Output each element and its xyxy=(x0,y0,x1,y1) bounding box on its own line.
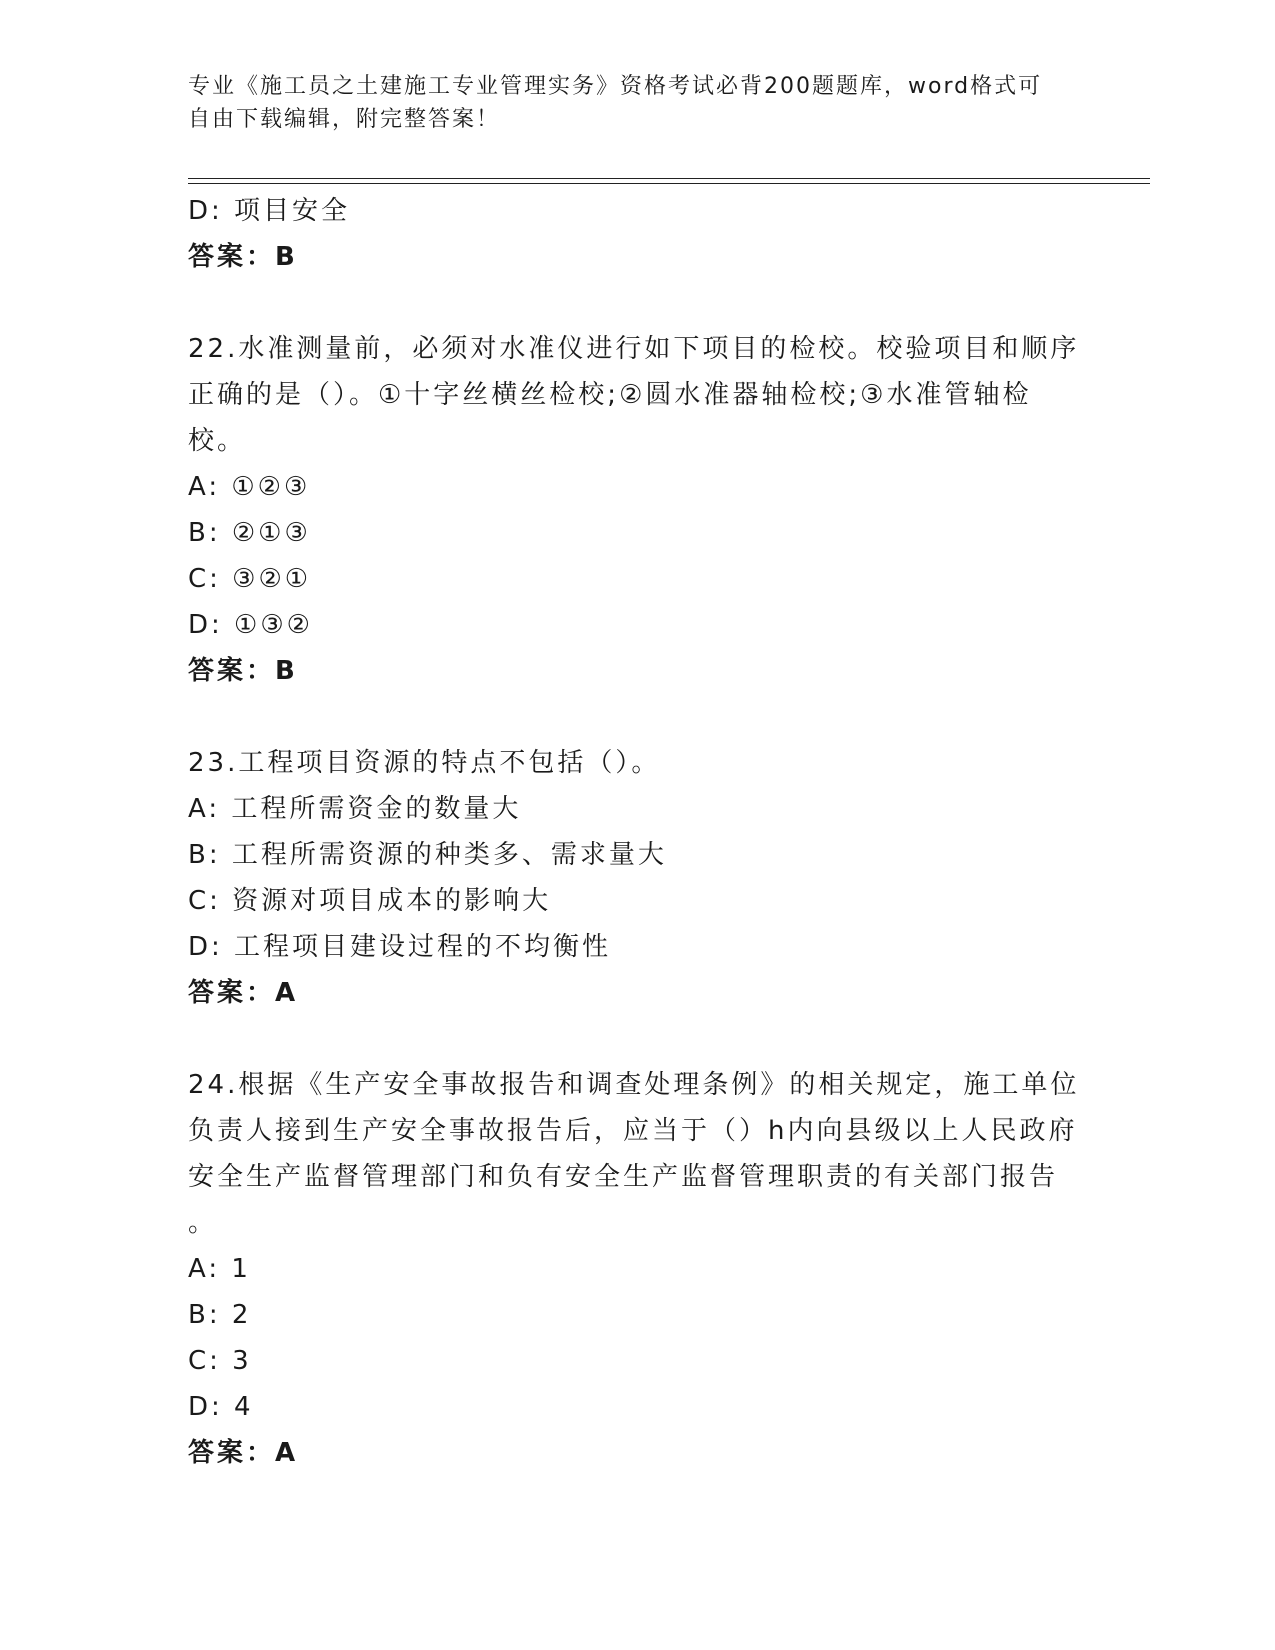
header-rule-top xyxy=(188,178,1150,179)
prev-option-d: D: 项目安全 xyxy=(188,196,351,226)
q24-text-line4: 。 xyxy=(188,1208,218,1238)
q23-answer: 答案：A xyxy=(188,978,299,1008)
q22-text-line2: 正确的是（）。①十字丝横丝检校;②圆水准器轴检校;③水准管轴检 xyxy=(188,380,1032,410)
q24-text-line3: 安全生产监督管理部门和负有安全生产监督管理职责的有关部门报告 xyxy=(188,1162,1059,1192)
spacer xyxy=(188,280,1088,326)
prev-answer: 答案：B xyxy=(188,242,298,272)
q22-option-b: B: ②①③ xyxy=(188,518,311,548)
spacer xyxy=(188,694,1088,740)
q24-text-line2: 负责人接到生产安全事故报告后，应当于（）h内向县级以上人民政府 xyxy=(188,1116,1078,1146)
q22-option-a: A: ①②③ xyxy=(188,472,311,502)
q23-option-c: C: 资源对项目成本的影响大 xyxy=(188,886,552,916)
header-rule-bottom xyxy=(188,183,1150,184)
q23-option-a: A: 工程所需资金的数量大 xyxy=(188,794,522,824)
q22-option-c: C: ③②① xyxy=(188,564,312,594)
q23-option-b: B: 工程所需资源的种类多、需求量大 xyxy=(188,840,667,870)
q24-option-a: A: 1 xyxy=(188,1254,251,1284)
q23-text: 23.工程项目资源的特点不包括（）。 xyxy=(188,748,661,778)
header-line-2: 自由下载编辑，附完整答案！ xyxy=(188,107,501,132)
q24-text-line1: 24.根据《生产安全事故报告和调查处理条例》的相关规定，施工单位 xyxy=(188,1070,1080,1100)
q24-option-b: B: 2 xyxy=(188,1300,252,1330)
q24-option-c: C: 3 xyxy=(188,1346,252,1376)
q23-option-d: D: 工程项目建设过程的不均衡性 xyxy=(188,932,612,962)
q24-answer: 答案：A xyxy=(188,1438,299,1468)
header-line-1: 专业《施工员之土建施工专业管理实务》资格考试必背200题题库，word格式可 xyxy=(188,74,1043,99)
document-body xyxy=(188,188,1088,1476)
q22-text-line1: 22.水准测量前，必须对水准仪进行如下项目的检校。校验项目和顺序 xyxy=(188,334,1080,364)
spacer xyxy=(188,1016,1088,1062)
q22-text-line3: 校。 xyxy=(188,426,247,456)
q22-answer: 答案：B xyxy=(188,656,298,686)
q24-option-d: D: 4 xyxy=(188,1392,254,1422)
q22-option-d: D: ①③② xyxy=(188,610,313,640)
page-header xyxy=(188,70,1088,136)
